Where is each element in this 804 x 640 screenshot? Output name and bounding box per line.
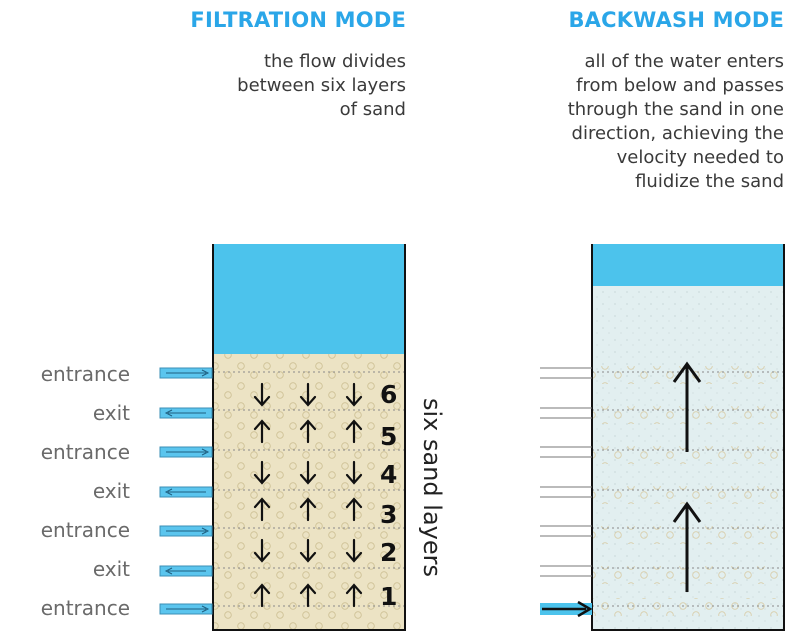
filtration-water bbox=[213, 244, 405, 354]
backwash-inlet-pipe bbox=[540, 602, 592, 616]
layer-number-4: 4 bbox=[380, 460, 398, 489]
exit-pipe bbox=[160, 487, 212, 497]
entrance-pipe bbox=[160, 368, 212, 378]
layer-number-6: 6 bbox=[380, 380, 398, 409]
pipe-label-entrance: entrance bbox=[40, 440, 130, 464]
entrance-pipe bbox=[160, 447, 212, 457]
pipe-label-exit: exit bbox=[92, 557, 130, 581]
entrance-pipe bbox=[160, 604, 212, 614]
backwash-desc-line: through the sand in one bbox=[567, 99, 784, 120]
backwash-pipes bbox=[540, 368, 592, 576]
backwash-desc-line: fluidize the sand bbox=[635, 171, 784, 192]
backwash-desc-line: all of the water enters bbox=[584, 51, 784, 72]
exit-pipe bbox=[160, 408, 212, 418]
layer-number-2: 2 bbox=[380, 538, 398, 567]
filtration-desc-line: the flow divides bbox=[263, 51, 406, 72]
pipe-label-entrance: entrance bbox=[40, 518, 130, 542]
backwash-desc-line: direction, achieving the bbox=[571, 123, 784, 144]
pipe-label-exit: exit bbox=[92, 401, 130, 425]
pipe-label-entrance: entrance bbox=[40, 362, 130, 386]
backwash-heading: BACKWASH MODE bbox=[568, 8, 784, 32]
layer-number-5: 5 bbox=[380, 422, 398, 451]
pipe-label-entrance: entrance bbox=[40, 596, 130, 620]
filtration-pipes bbox=[160, 368, 212, 614]
exit-pipe bbox=[160, 566, 212, 576]
layer-number-3: 3 bbox=[380, 500, 398, 529]
filtration-heading: FILTRATION MODE bbox=[190, 8, 406, 32]
layer-number-1: 1 bbox=[380, 582, 398, 611]
filtration-desc-line: of sand bbox=[339, 99, 406, 120]
pipe-label-exit: exit bbox=[92, 479, 130, 503]
backwash-water bbox=[592, 244, 784, 286]
six-sand-layers-label: six sand layers bbox=[418, 398, 446, 578]
entrance-pipe bbox=[160, 526, 212, 536]
backwash-desc-line: velocity needed to bbox=[616, 147, 784, 168]
filtration-desc-line: between six layers bbox=[237, 75, 406, 96]
backwash-desc-line: from below and passes bbox=[576, 75, 784, 96]
